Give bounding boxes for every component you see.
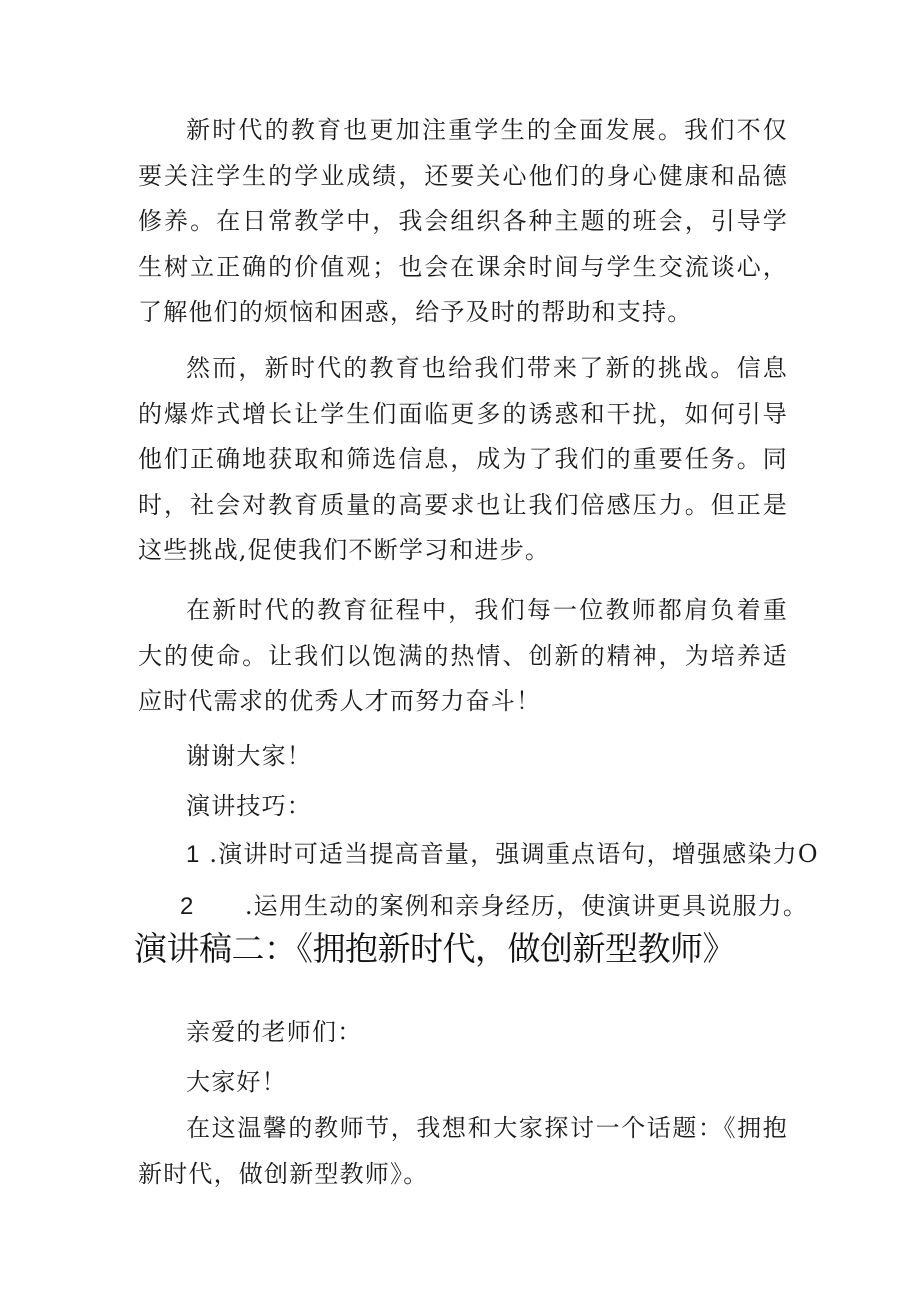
tip-item-2: [180, 890, 808, 923]
greeting: 大家好！: [186, 1068, 287, 1096]
paragraph-new-challenges: 然而，新时代的教育也给我们带来了新的挑战。信息的爆炸式增长让学生们面临更多的诱惑和干扰，如何引导他们正确地获取和筛选信息，成为了我们的重要任务。同时，社会对教育质量的高要求也让我们倍感压力。但正是这些挑战,促使我们不断学习和进步。: [138, 354, 788, 564]
paragraph-holistic-development: 新时代的教育也更加注重学生的全面发展。我们不仅要关注学生的学业成绩，还要关心他们的身心健康和品德修养。在日常教学中，我会组织各种主题的班会，引导学生树立正确的价值观；也会在课余时间与学生交流谈心，了解他们的烦恼和困惑，给予及时的帮助和支持。: [138, 116, 788, 326]
tip-number: 2: [180, 893, 195, 920]
salutation: 亲爱的老师们：: [186, 1018, 363, 1046]
tips-title: 演讲技巧：: [186, 792, 312, 820]
tip-text: .运用生动的案例和亲身经历，使演讲更具说服力。: [244, 892, 809, 920]
tip-item-1: [186, 838, 819, 871]
tip-number: 1: [186, 841, 201, 868]
paragraph-mission: 在新时代的教育征程中，我们每一位教师都肩负着重大的使命。让我们以饱满的热情、创新的精神，为培养适应时代需求的优秀人才而努力奋斗！: [138, 596, 788, 715]
tip-text: .演讲时可适当提高音量，强调重点语句，增强感染力O: [209, 840, 819, 868]
closing-thanks: 谢谢大家！: [186, 742, 312, 770]
paragraph-intro: 在这温馨的教师节，我想和大家探讨一个话题：《拥抱新时代，做创新型教师》。: [138, 1114, 788, 1188]
speech-two-heading: 演讲稿二：《拥抱新时代，做创新型教师》: [134, 929, 735, 968]
